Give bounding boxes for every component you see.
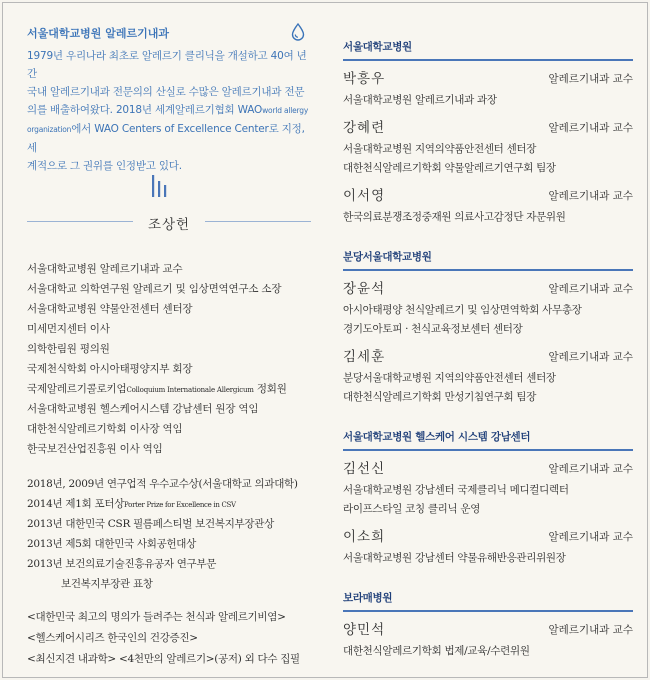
water-drop-icon — [291, 23, 305, 41]
staff-name: 김선신 — [343, 461, 386, 477]
staff-name: 장윤석 — [343, 281, 386, 297]
staff-entry — [343, 67, 633, 110]
intro-paragraph — [27, 47, 311, 175]
section-heading: 분당서울대학교병원 — [343, 249, 633, 271]
intro-line: 계적으로 그 권위를 인정받고 있다. — [27, 160, 182, 172]
staff-title: 알레르기내과 교수 — [548, 190, 633, 202]
staff-entry — [343, 277, 633, 339]
brochure-page — [2, 2, 648, 678]
staff-detail: 서울대학교병원 알레르기내과 과장 — [343, 94, 497, 106]
books-list — [27, 607, 337, 670]
staff-name: 김세훈 — [343, 349, 386, 365]
person-name-row — [27, 213, 311, 233]
list-item: 보건복지부장관 표창 — [61, 578, 153, 590]
staff-detail: 라이프스타일 코칭 클리닉 운영 — [343, 503, 481, 515]
staff-name: 양민석 — [343, 622, 386, 638]
section-heading: 서울대학교병원 헬스케어 시스템 강남센터 — [343, 429, 633, 451]
staff-title: 알레르기내과 교수 — [548, 73, 633, 85]
list-item: 2018년, 2009년 연구업적 우수교수상(서울대학교 의과대학) — [27, 478, 298, 490]
list-item: 대한천식알레르기학회 이사장 역임 — [27, 423, 183, 435]
list-item: 서울대학교병원 알레르기내과 교수 — [27, 263, 183, 275]
list-item: 서울대학교 의학연구원 알레르기 및 임상면역연구소 소장 — [27, 283, 282, 295]
staff-title: 알레르기내과 교수 — [548, 351, 633, 363]
list-item: 국제알레르기콜로키엄Colloquium Internationale Allergicum 정회원 — [27, 383, 287, 395]
list-item: 2014년 제1회 포터상Porter Prize for Excellence in CSV — [27, 498, 236, 510]
awards-list — [27, 474, 327, 594]
list-item: 2013년 보건의료기술진흥유공자 연구부문 — [27, 558, 217, 570]
right-column — [343, 39, 633, 661]
section-heading: 서울대학교병원 — [343, 39, 633, 61]
staff-entry — [343, 525, 633, 568]
bars-ornament-icon — [144, 173, 184, 197]
staff-detail: 아시아태평양 천식알레르기 및 임상면역학회 사무총장 — [343, 304, 582, 316]
staff-name: 이소희 — [343, 529, 386, 545]
intro-title: 서울대학교병원 알레르기내과 — [27, 27, 169, 40]
list-item: 서울대학교병원 헬스케어시스템 강남센터 원장 역임 — [27, 403, 259, 415]
list-item: 한국보건산업진흥원 이사 역임 — [27, 443, 163, 455]
staff-title: 알레르기내과 교수 — [548, 531, 633, 543]
list-item: <헬스케어시리즈 한국인의 건강증진> — [27, 632, 198, 644]
list-item: <대한민국 최고의 명의가 들려주는 천식과 알레르기비염> — [27, 611, 286, 623]
list-item: 미세먼지센터 이사 — [27, 323, 110, 335]
staff-name: 박흥우 — [343, 71, 386, 87]
person-name: 조상헌 — [147, 217, 191, 233]
list-item: <최신지견 내과학> <4천만의 알레르기>(공저) 외 다수 집필 — [27, 653, 300, 665]
staff-title: 알레르기내과 교수 — [548, 122, 633, 134]
list-item: 2013년 제5회 대한민국 사회공헌대상 — [27, 538, 196, 550]
staff-entry — [343, 457, 633, 519]
staff-name: 강혜련 — [343, 120, 386, 136]
career-list — [27, 259, 327, 459]
staff-detail: 경기도아토피 · 천식교육정보센터 센터장 — [343, 323, 523, 335]
staff-entry — [343, 116, 633, 178]
intro-line: 의를 배출하여왔다. 2018년 세계알레르기협회 WAOworld allergy — [27, 104, 309, 116]
list-item: 서울대학교병원 약물안전센터 센터장 — [27, 303, 193, 315]
staff-entry — [343, 618, 633, 661]
divider — [205, 221, 311, 222]
intro-line: organization에서 WAO Centers of Excellence Center로 지정, 세 — [27, 123, 305, 154]
staff-entry — [343, 184, 633, 227]
staff-title: 알레르기내과 교수 — [548, 624, 633, 636]
left-column — [27, 11, 311, 665]
staff-detail: 서울대학교병원 강남센터 국제클리닉 메디컬디렉터 — [343, 484, 569, 496]
staff-entry — [343, 345, 633, 407]
staff-name: 이서영 — [343, 188, 386, 204]
staff-detail: 서울대학교병원 강남센터 약물유해반응관리위원장 — [343, 552, 566, 564]
staff-detail: 대한천식알레르기학회 법제/교육/수련위원 — [343, 645, 530, 657]
section-heading: 보라매병원 — [343, 590, 633, 612]
intro-line: 국내 알레르기내과 전문의의 산실로 수많은 알레르기내과 전문 — [27, 86, 305, 98]
staff-detail: 서울대학교병원 지역의약품안전센터 센터장 — [343, 143, 537, 155]
list-item: 의학한림원 평의원 — [27, 343, 110, 355]
staff-detail: 분당서울대학교병원 지역의약품안전센터 센터장 — [343, 372, 556, 384]
staff-detail: 한국의료분쟁조정중재원 의료사고감정단 자문위원 — [343, 211, 566, 223]
intro-line: 1979년 우리나라 최초로 알레르기 클리닉을 개설하고 40여 년간 — [27, 50, 307, 80]
staff-title: 알레르기내과 교수 — [548, 283, 633, 295]
staff-detail: 대한천식알레르기학회 약물알레르기연구회 팀장 — [343, 162, 556, 174]
list-item: 국제천식학회 아시아태평양지부 회장 — [27, 363, 193, 375]
list-item: 2013년 대한민국 CSR 필름페스티벌 보건복지부장관상 — [27, 518, 274, 530]
staff-title: 알레르기내과 교수 — [548, 463, 633, 475]
staff-detail: 대한천식알레르기학회 만성기침연구회 팀장 — [343, 391, 537, 403]
